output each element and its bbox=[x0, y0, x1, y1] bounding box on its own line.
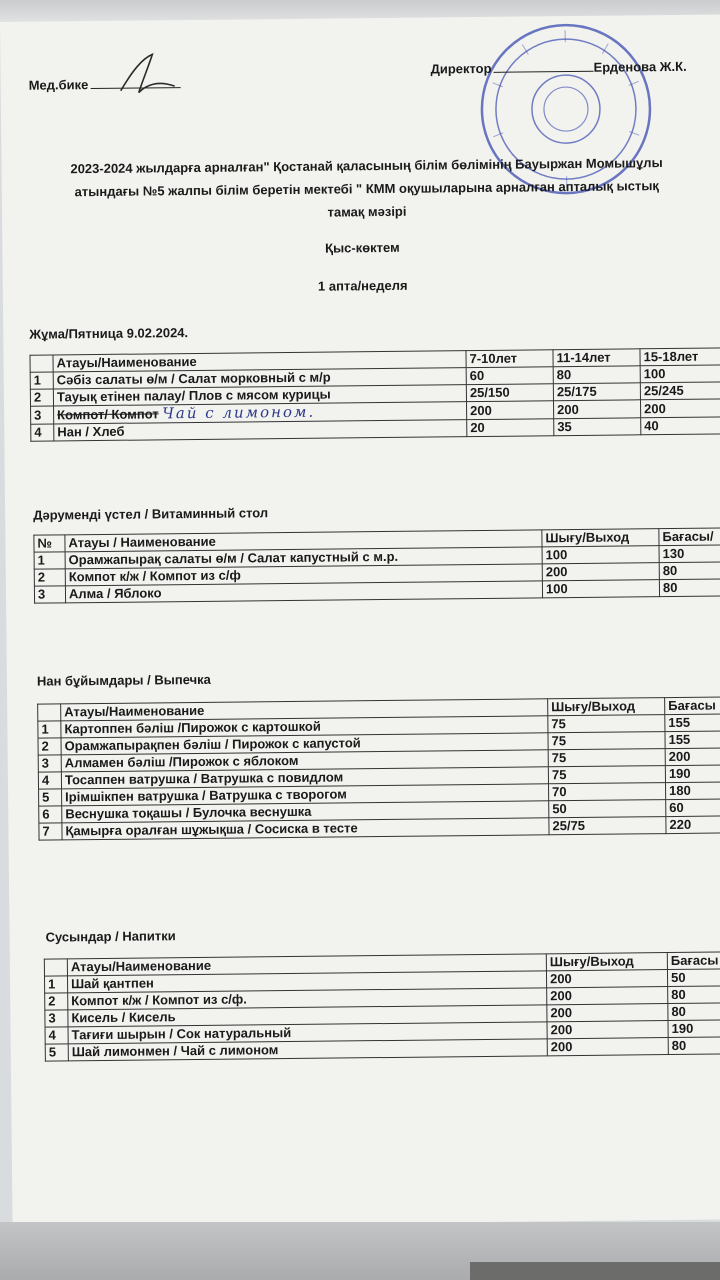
nurse-label: Мед.бике bbox=[28, 77, 89, 93]
table-row: 6 Веснушка тоқашы / Булочка веснушка 50 60 bbox=[39, 799, 720, 823]
handwritten-correction: Чай с лимоном. bbox=[162, 402, 316, 423]
table-row: 2 Орамжапырақпен бәліш / Пирожок с капустой 75 155 bbox=[38, 731, 720, 755]
table-row: 1 Орамжапырақ салаты ө/м / Салат капустный с м.р. 100 130 bbox=[34, 545, 720, 569]
table-header-row: № Атауы / Наименование Шығу/Выход Бағасы/ bbox=[34, 528, 720, 552]
table-header-row: Атауы/Наименование Шығу/Выход Бағасы bbox=[44, 952, 720, 976]
table-row: 3 Алма / Яблоко 100 80 bbox=[34, 579, 720, 603]
table-row: 5 Шай лимонмен / Чай с лимоном 200 80 bbox=[45, 1037, 720, 1061]
table-row: 2 Компот к/ж / Компот из с/ф 200 80 bbox=[34, 562, 720, 586]
table-row: 1 Сәбіз салаты ө/м / Салат морковный с м/р 60 80 100 bbox=[30, 365, 720, 389]
table-row: 7 Қамырға оралған шұжықша / Сосиска в тесте 25/75 220 bbox=[39, 816, 720, 840]
background-bottom bbox=[0, 1222, 720, 1280]
menu-title-line-2: атындағы №5 жалпы білім беретін мектебі " КММ оқушыларына арналған апталық ыстық bbox=[74, 178, 659, 200]
menu-title-line-1: 2023-2024 жылдарға арналған" Қостанай қаласының білім бөлімінің Бауыржан Момышұлы bbox=[70, 155, 663, 177]
vitamin-section-title: Дәрумендi үстел / Витаминный стол bbox=[33, 505, 269, 523]
bakery-section-title: Нан бұйымдары / Выпечка bbox=[36, 671, 211, 689]
table-row: 4 Нан / Хлеб 20 35 40 bbox=[31, 417, 720, 441]
director-signature-line bbox=[430, 59, 686, 77]
drinks-table bbox=[44, 951, 720, 1061]
menu-title-line-3: тамақ мәзірі bbox=[327, 203, 407, 220]
table-row: 2 Компот к/ж / Компот из с/ф. 200 80 bbox=[45, 986, 720, 1010]
director-label: Директор bbox=[430, 60, 492, 77]
menu-date: Жұма/Пятница 9.02.2024. bbox=[29, 325, 189, 342]
nurse-signature bbox=[112, 50, 183, 101]
column-age-7-10: 7-10лет bbox=[466, 350, 553, 368]
menu-document bbox=[0, 14, 720, 1226]
director-name: Ерденова Ж.К. bbox=[593, 58, 687, 75]
table-row: 4 Тосаппен ватрушка / Ватрушка с повидлом 75 190 bbox=[38, 765, 720, 789]
table-row: 5 Ірімшікпен ватрушка / Ватрушка с творогом 70 180 bbox=[39, 782, 720, 806]
table-header-row: Атауы/Наименование Шығу/Выход Бағасы bbox=[38, 697, 720, 721]
vitamin-table bbox=[33, 527, 720, 603]
table-row: 1 Шай қантпен 200 50 bbox=[44, 969, 720, 993]
struck-item: Компот/ Компот bbox=[57, 406, 159, 423]
table-row: 2 Тауық етінен палау/ Плов с мясом курицы 25/150 25/175 25/245 bbox=[30, 382, 720, 406]
column-age-11-14: 11-14лет bbox=[553, 349, 640, 367]
column-name: Атауы/Наименование bbox=[53, 351, 466, 372]
season-label: Қыс-көктем bbox=[325, 239, 400, 256]
week-label: 1 апта/неделя bbox=[317, 277, 408, 294]
column-age-15-18: 15-18лет bbox=[640, 348, 720, 366]
menu-table bbox=[29, 347, 720, 441]
table-row: 4 Тағиғи шырын / Сок натуральный 200 190 bbox=[45, 1020, 720, 1044]
table-row: 3 Компот/ Компот Чай с лимоном. 200 200 200 bbox=[31, 399, 720, 424]
bakery-table bbox=[37, 696, 720, 840]
drinks-section-title: Сусындар / Напитки bbox=[45, 928, 176, 945]
table-row: 3 Алмамен бәліш /Пирожок с яблоком 75 200 bbox=[38, 748, 720, 772]
table-row: 3 Кисель / Кисель 200 80 bbox=[45, 1003, 720, 1027]
table-row: 1 Картоппен бәліш /Пирожок с картошкой 75 155 bbox=[38, 714, 720, 738]
